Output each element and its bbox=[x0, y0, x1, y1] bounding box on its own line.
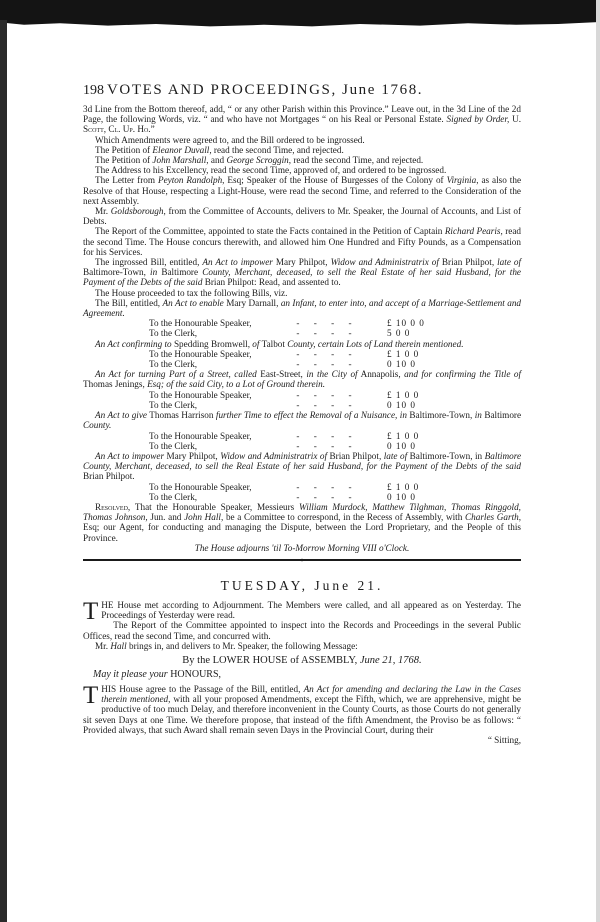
paragraph-ingrossed-bill: The ingrossed Bill, entitled, An Act to impower Mary Philpot, Widow and Administratrix of Brian Philpot, late of Baltimore-Town, in Baltimore County, Merchant, deceased, to sell the Real Estate of her said Husband, for the Payment of the Debts of the said Brian Philpot: Read, and assented to. bbox=[83, 257, 522, 288]
page-number: 198 bbox=[83, 83, 104, 98]
page-margin-edge bbox=[596, 0, 600, 922]
paragraph-petition-marshall: The Petition of John Marshall, and George Scroggin, read the second Time, and rejected. bbox=[95, 155, 424, 166]
paragraph-act-bromwell: An Act confirming to Spedding Bromwell, of Talbot County, certain Lots of Land therein mentioned. bbox=[95, 338, 464, 349]
paragraph-accounts: Mr. Goldsborough, from the Committee of Accounts, delivers to Mr. Speaker, the Journal of Accounts, and List of Debts. bbox=[83, 206, 522, 227]
message-heading: By the LOWER HOUSE of ASSEMBLY, June 21, 1768. bbox=[182, 654, 422, 666]
paragraph-tax-bills: The House proceeded to tax the following Bills, viz. bbox=[95, 287, 288, 298]
paragraph-act-east-street: An Act for turning Part of a Street, called East-Street, in the City of Annapolis, and for confirming the Title of Thomas Jenings, Esq; of the said City, to a Lot of Ground therein. bbox=[83, 369, 522, 390]
running-header bbox=[83, 82, 521, 104]
paragraph-agreed: Which Amendments were agreed to, and the Bill ordered to be ingrossed. bbox=[95, 134, 365, 145]
torn-page-edge bbox=[0, 0, 600, 40]
paragraph-report-pearis: The Report of the Committee, appointed to state the Facts contained in the Petition of Captain Richard Pearis, read the second Time. The House concurs therewith, and allowed him One Hundred and Fifty Pounds, as a Compensation for his Services. bbox=[83, 226, 522, 257]
fee-row-clerk: To the Clerk, - - - - 0 10 0 bbox=[149, 399, 416, 410]
running-head-title: VOTES AND PROCEEDINGS, June 1768. bbox=[107, 82, 424, 98]
fee-row-speaker: To the Honourable Speaker, - - - - £ 1 0 0 bbox=[149, 430, 420, 441]
fee-row-speaker: To the Honourable Speaker, - - - - £ 10 0 0 bbox=[149, 318, 425, 329]
paragraph-resolution: Resolved, That the Honourable Speaker, Messieurs William Murdock, Matthew Tilghman, Thomas Ringgold, Thomas Johnson, Jun. and John Hall, be a Committee to correspond, in the Recess of Assembly, with Charles Garth, Esq; our Agent, for conducting and managing the Dispute, between the Lord Proprietary, and the People of this Province. bbox=[83, 501, 522, 543]
fee-row-speaker: To the Honourable Speaker, - - - - £ 1 0 0 bbox=[149, 481, 420, 492]
paragraph-letter-randolph: The Letter from Peyton Randolph, Esq; Speaker of the House of Burgesses of the Colony of Virginia, as also the Resolve of that House, respecting a Light-House, were read the second Time, and referred to the Consideration of the next Assembly. bbox=[83, 175, 522, 206]
fee-row-clerk: To the Clerk, - - - - 0 10 0 bbox=[149, 440, 416, 451]
paragraph-act-harrison: An Act to give Thomas Harrison further Time to effect the Removal of a Nuisance, in Baltimore-Town, in Baltimore County. bbox=[83, 410, 522, 431]
paragraph-committee-report: The Report of the Committee appointed to inspect into the Records and Proceedings in the several Public Offices, read the second Time, and concurred with. bbox=[83, 620, 521, 641]
paragraph-amendment: 3d Line from the Bottom thereof, add, “ or any other Parish within this Province.” Leave out, in the 3d Line of the 2d Page, the following Words, viz. “ and who have not Mortgages “ on his Real or Personal Estate. Signed by Order, U. Scott, Cl. Up. Ho.” bbox=[83, 104, 521, 135]
paragraph-act-philpot: An Act to impower Mary Philpot, Widow and Administratrix of Brian Philpot, late of Baltimore-Town, in Baltimore County, Merchant, deceased, to sell the Real Estate of her said Husband, for the Payment of the Debts of the said Brian Philpot. bbox=[83, 450, 522, 482]
catchword: “ Sitting, bbox=[487, 734, 521, 745]
paragraph-hall-message: Mr. Hall brings in, and delivers to Mr. Speaker, the following Message: bbox=[95, 640, 358, 651]
divider-star: * bbox=[300, 556, 304, 566]
document-page bbox=[83, 82, 521, 745]
message-body: THIS House agree to the Passage of the Bill, entitled, An Act for amending and declaring the Law in the Cases therein mentioned, with all your proposed Amendments, except the Fifth, which, we are apprehensive, might be productive of too much Delay, and therefore inconvenient in the County Courts, as those Courts do not generally sit seven Days at one Time. We therefore propose, that instead of the fifth Amendment, the Proviso be as follows: “ Provided always, that such Award shall remain seven Days in the Provincial Court, during their bbox=[83, 681, 522, 735]
fee-row-clerk: To the Clerk, - - - - 5 0 0 bbox=[149, 328, 411, 339]
paragraph-petition-duvall: The Petition of Eleanor Duvall, read the second Time, and rejected. bbox=[95, 144, 344, 155]
binding-shadow bbox=[0, 20, 7, 922]
paragraph-darnall-bill: The Bill, entitled, An Act to enable Mary Darnall, an Infant, to enter into, and accept of a Marriage-Settlement and Agreement. bbox=[83, 297, 522, 319]
drop-cap: T bbox=[83, 597, 99, 625]
fee-row-clerk: To the Clerk, - - - - 0 10 0 bbox=[149, 491, 416, 502]
drop-cap: T bbox=[83, 681, 99, 709]
paragraph-address: The Address to his Excellency, read the second Time, approved of, and ordered to be ingrossed. bbox=[95, 165, 447, 176]
fee-row-speaker: To the Honourable Speaker, - - - - £ 1 0 0 bbox=[149, 389, 420, 400]
fee-row-speaker: To the Honourable Speaker, - - - - £ 1 0 0 bbox=[149, 348, 420, 359]
adjournment-line: The House adjourns 'til To-Morrow Morning VIII o'Clock. bbox=[194, 542, 410, 553]
message-salutation: May it please your HONOURS, bbox=[93, 668, 222, 680]
fee-row-clerk: To the Clerk, - - - - 0 10 0 bbox=[149, 359, 416, 370]
day-heading: TUESDAY, June 21. bbox=[220, 577, 384, 593]
paragraph-house-met: THE House met according to Adjournment. The Members were called, and all appeared as on Yesterday. The Proceedings of Yesterday were read. bbox=[83, 597, 521, 625]
